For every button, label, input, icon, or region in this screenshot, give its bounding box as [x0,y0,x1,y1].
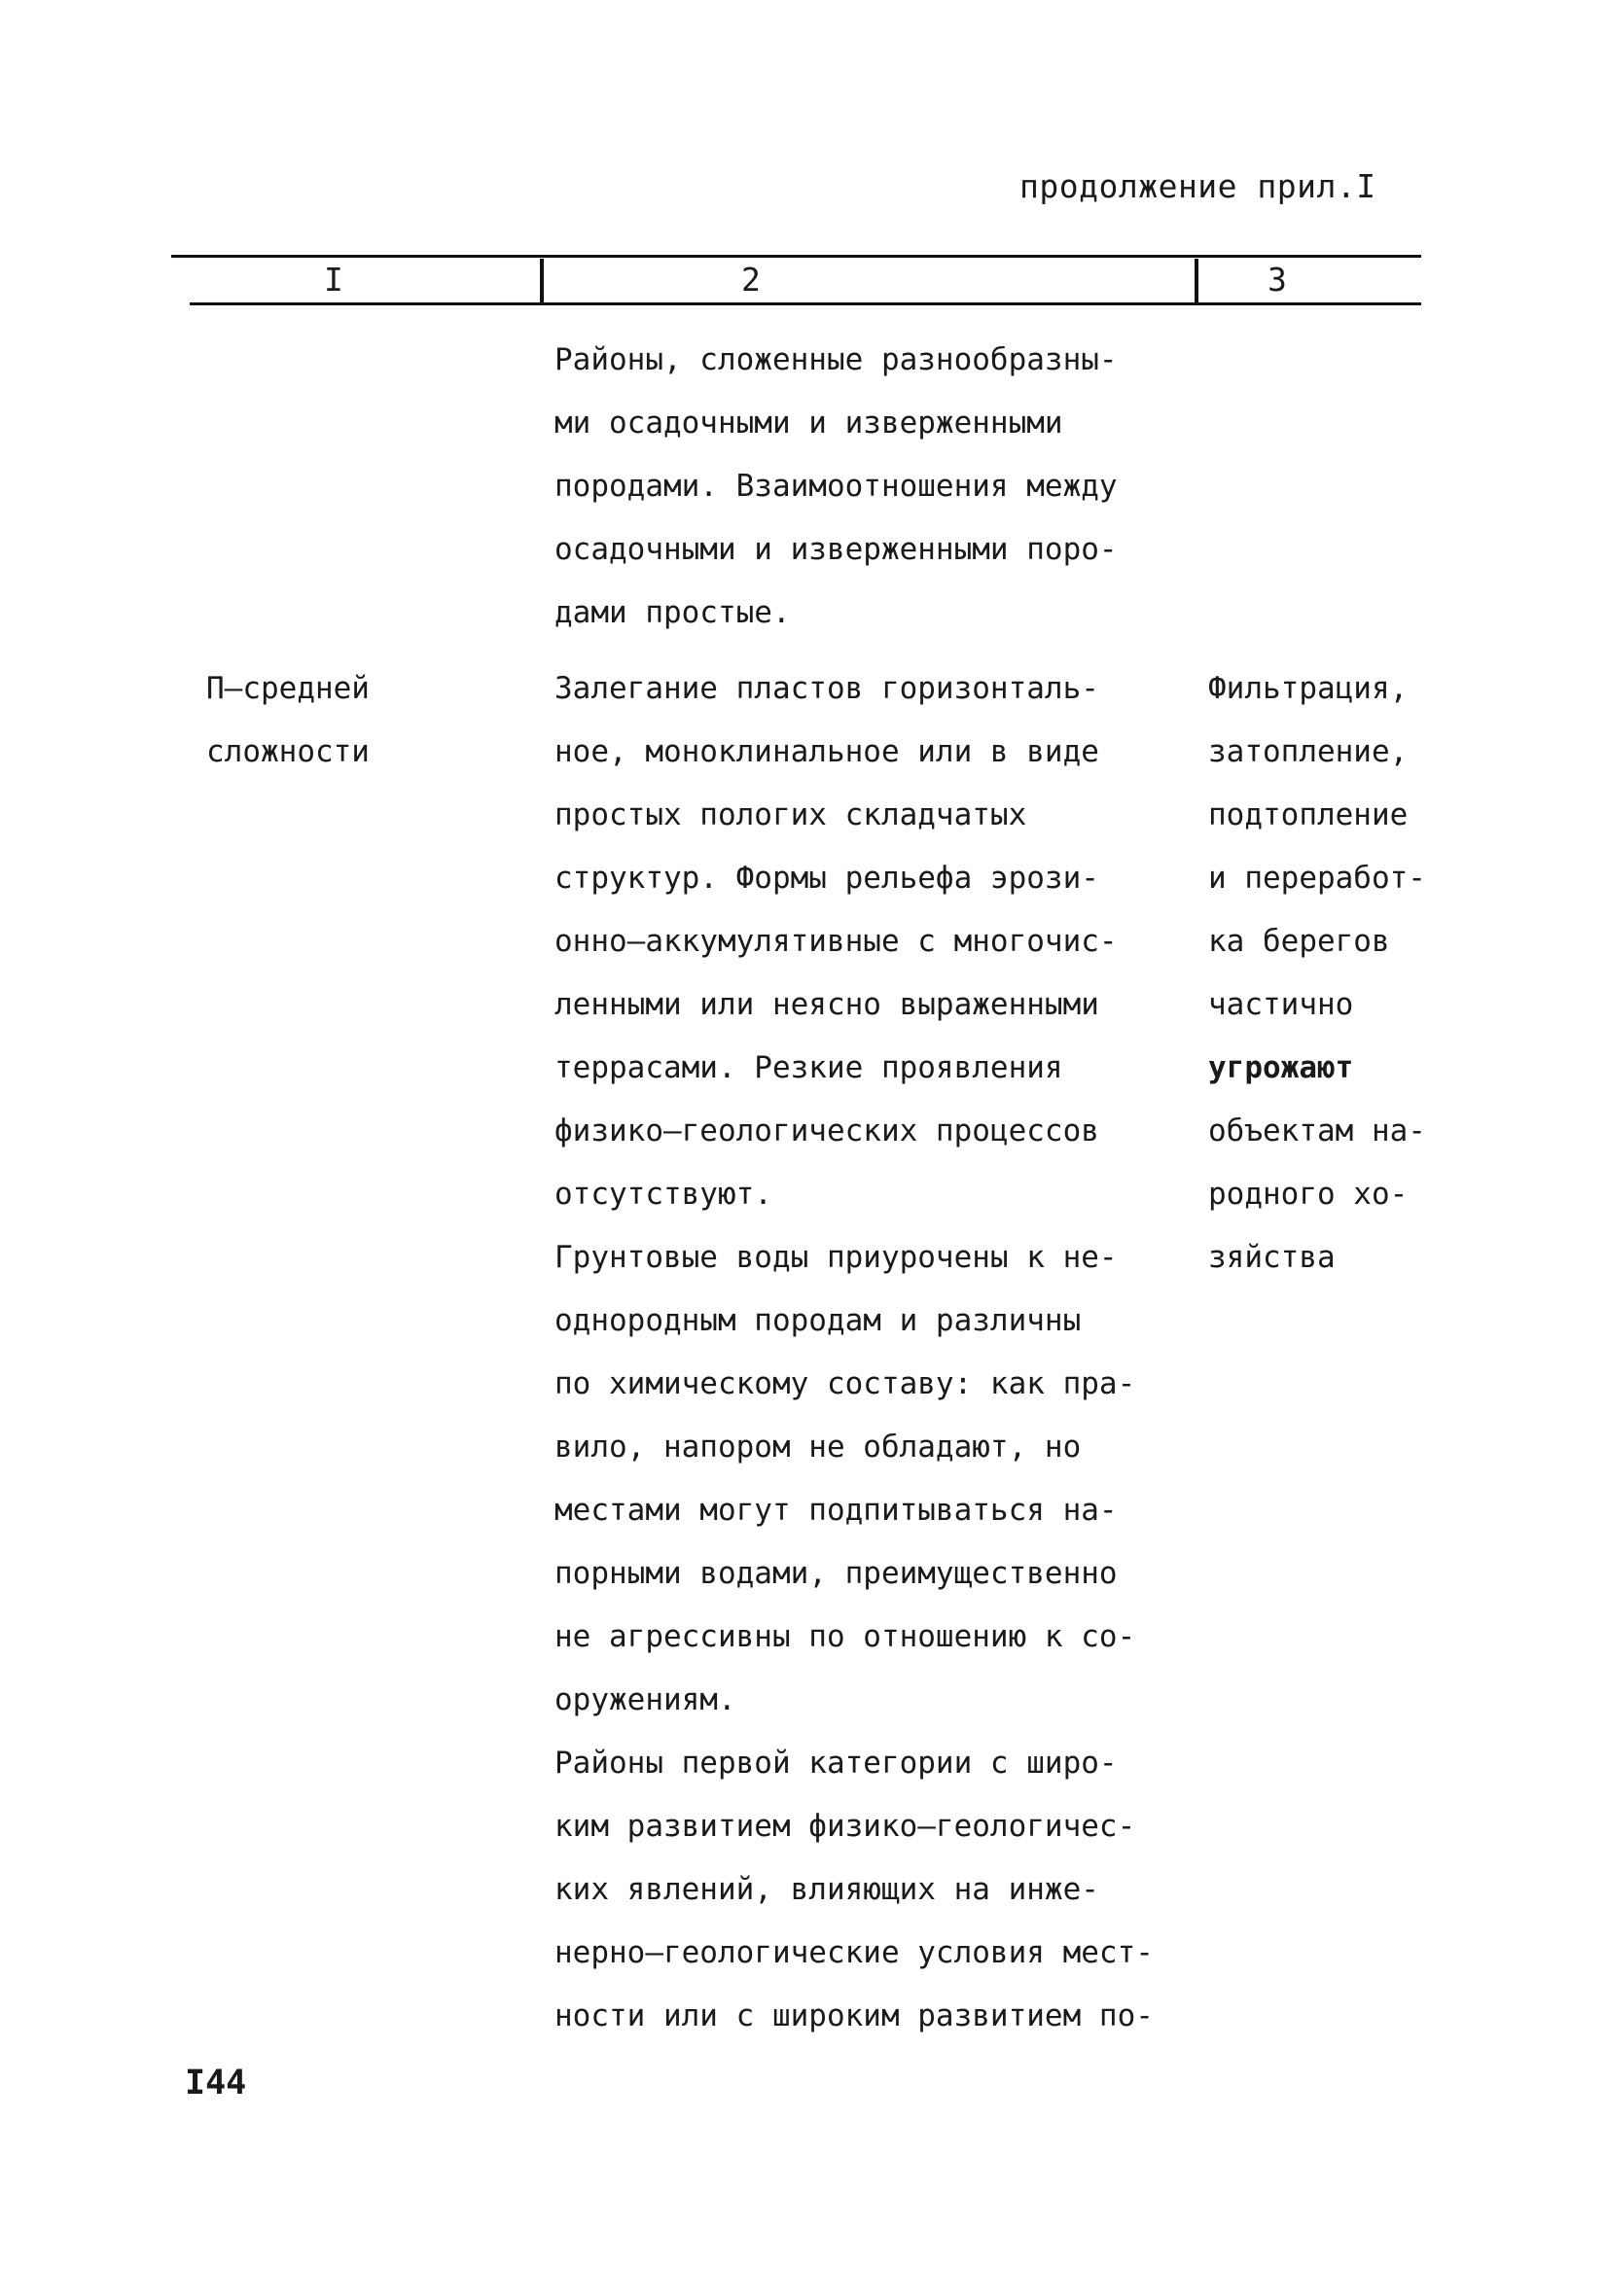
text-line: оружениям. [554,1682,736,1717]
text-line: ким развитием физико–геологичес- [554,1809,1136,1844]
text-line: не агрессивны по отношению к со- [554,1619,1136,1654]
column-number-3: 3 [1268,261,1287,299]
text-line: ленными или неясно выраженными [554,987,1099,1022]
table-header-bottom-rule [190,302,1421,305]
text-line: террасами. Резкие проявления [554,1050,1063,1085]
text-line: по химическому составу: как пра- [554,1366,1136,1401]
text-line: дами простые. [554,595,791,630]
text-line: структур. Формы рельефа эрози- [554,861,1099,896]
col1-category-text [206,657,370,784]
table-header-top-rule [171,255,1421,258]
text-line: затопление, [1208,734,1409,769]
text-line: Грунтовые воды приурочены к не- [554,1240,1118,1275]
text-line: родного хо- [1208,1177,1409,1212]
text-line: объектам на- [1208,1113,1426,1148]
text-line: Фильтрация, [1208,671,1409,706]
text-line: сложности [206,734,370,769]
text-line: однородным породам и различны [554,1303,1082,1338]
col2-intro-text [554,329,1118,645]
continuation-caption: продолжение прил.I [1019,167,1376,205]
page-number: I44 [185,2064,247,2102]
text-line: зяйства [1208,1240,1336,1275]
text-line: ких явлений, влияющих на инже- [554,1872,1099,1907]
text-line: отсутствуют. [554,1177,772,1212]
text-line: порными водами, преимущественно [554,1556,1118,1591]
text-line: угрожают [1208,1050,1354,1085]
column-separator-2 [1195,259,1198,304]
column-separator-1 [540,259,544,304]
text-line: вило, напором не обладают, но [554,1430,1082,1465]
column-number-1: I [324,261,343,299]
text-line: ми осадочными и изверженными [554,406,1063,441]
text-line: местами могут подпитываться на- [554,1493,1118,1528]
text-line: П–средней [206,671,370,706]
text-line: онно–аккумулятивные с многочис- [554,924,1118,959]
text-line: Залегание пластов горизонталь- [554,671,1099,706]
text-line: Районы первой категории с широ- [554,1746,1118,1781]
text-line: подтопление [1208,797,1409,832]
col3-consequences-text [1208,657,1426,1289]
text-line: частично [1208,987,1354,1022]
text-line: нерно–геологические условия мест- [554,1935,1154,1970]
col2-description-text [554,657,1154,2048]
text-line: простых пологих складчатых [554,797,1027,832]
text-line: физико–геологических процессов [554,1113,1099,1148]
text-line: породами. Взаимоотношения между [554,469,1118,504]
text-line: ности или с широким развитием по- [554,1998,1154,2033]
text-line: ное, моноклинальное или в виде [554,734,1099,769]
text-line: Районы, сложенные разнообразны- [554,342,1118,377]
text-line: осадочными и изверженными поро- [554,532,1118,567]
text-line: и переработ- [1208,861,1426,896]
column-number-2: 2 [741,261,761,299]
text-line: ка берегов [1208,924,1390,959]
